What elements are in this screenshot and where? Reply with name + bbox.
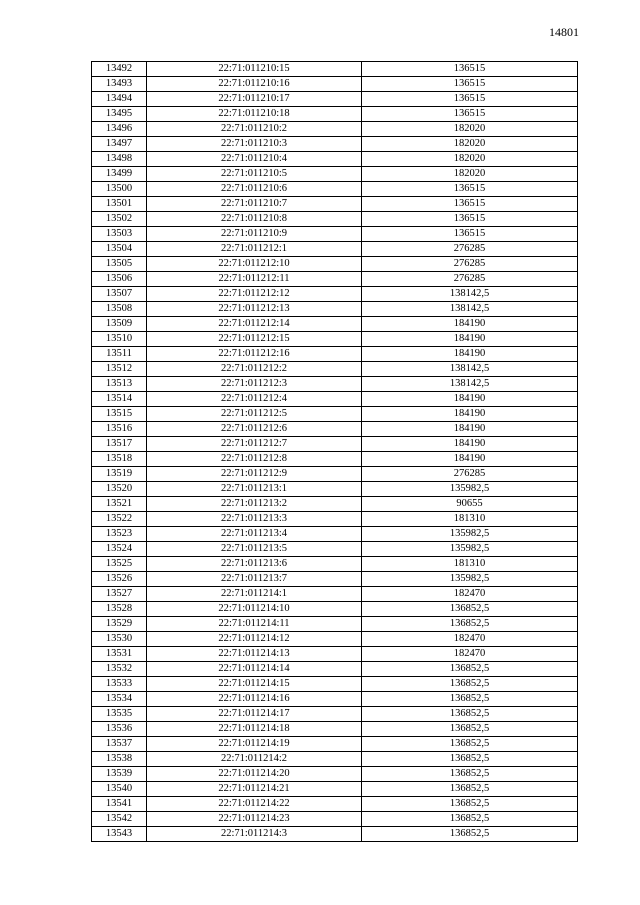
table-row bbox=[92, 542, 578, 557]
value-cell: 184190 bbox=[362, 422, 578, 437]
cadastral-number-cell: 22:71:011210:15 bbox=[147, 62, 362, 77]
cadastral-number-cell: 22:71:011214:15 bbox=[147, 677, 362, 692]
cadastral-number-cell: 22:71:011212:9 bbox=[147, 467, 362, 482]
value-cell: 136515 bbox=[362, 92, 578, 107]
cadastral-number-cell: 22:71:011214:13 bbox=[147, 647, 362, 662]
row-number-cell: 13536 bbox=[92, 722, 147, 737]
row-number-cell: 13523 bbox=[92, 527, 147, 542]
row-number-cell: 13533 bbox=[92, 677, 147, 692]
row-number-cell: 13506 bbox=[92, 272, 147, 287]
cadastral-number-cell: 22:71:011213:3 bbox=[147, 512, 362, 527]
table-body bbox=[92, 62, 578, 842]
cadastral-number-cell: 22:71:011210:9 bbox=[147, 227, 362, 242]
row-number-cell: 13529 bbox=[92, 617, 147, 632]
row-number-cell: 13527 bbox=[92, 587, 147, 602]
row-number-cell: 13538 bbox=[92, 752, 147, 767]
table-row bbox=[92, 377, 578, 392]
row-number-cell: 13521 bbox=[92, 497, 147, 512]
row-number-cell: 13507 bbox=[92, 287, 147, 302]
row-number-cell: 13531 bbox=[92, 647, 147, 662]
data-table bbox=[91, 61, 578, 842]
row-number-cell: 13541 bbox=[92, 797, 147, 812]
table-row bbox=[92, 407, 578, 422]
value-cell: 184190 bbox=[362, 452, 578, 467]
table-row bbox=[92, 152, 578, 167]
table-row bbox=[92, 272, 578, 287]
cadastral-number-cell: 22:71:011212:11 bbox=[147, 272, 362, 287]
row-number-cell: 13505 bbox=[92, 257, 147, 272]
table-row bbox=[92, 317, 578, 332]
table-row bbox=[92, 257, 578, 272]
row-number-cell: 13510 bbox=[92, 332, 147, 347]
table-row bbox=[92, 752, 578, 767]
value-cell: 136515 bbox=[362, 77, 578, 92]
cadastral-number-cell: 22:71:011213:7 bbox=[147, 572, 362, 587]
table-row bbox=[92, 212, 578, 227]
value-cell: 90655 bbox=[362, 497, 578, 512]
value-cell: 136515 bbox=[362, 182, 578, 197]
table-row bbox=[92, 77, 578, 92]
table-row bbox=[92, 347, 578, 362]
table-row bbox=[92, 437, 578, 452]
cadastral-number-cell: 22:71:011212:12 bbox=[147, 287, 362, 302]
cadastral-number-cell: 22:71:011214:16 bbox=[147, 692, 362, 707]
cadastral-number-cell: 22:71:011210:4 bbox=[147, 152, 362, 167]
row-number-cell: 13493 bbox=[92, 77, 147, 92]
row-number-cell: 13501 bbox=[92, 197, 147, 212]
row-number-cell: 13514 bbox=[92, 392, 147, 407]
cadastral-number-cell: 22:71:011214:20 bbox=[147, 767, 362, 782]
cadastral-number-cell: 22:71:011212:6 bbox=[147, 422, 362, 437]
value-cell: 135982,5 bbox=[362, 527, 578, 542]
row-number-cell: 13499 bbox=[92, 167, 147, 182]
row-number-cell: 13530 bbox=[92, 632, 147, 647]
table-row bbox=[92, 182, 578, 197]
cadastral-number-cell: 22:71:011214:11 bbox=[147, 617, 362, 632]
cadastral-number-cell: 22:71:011214:23 bbox=[147, 812, 362, 827]
cadastral-number-cell: 22:71:011212:10 bbox=[147, 257, 362, 272]
value-cell: 276285 bbox=[362, 242, 578, 257]
row-number-cell: 13513 bbox=[92, 377, 147, 392]
value-cell: 136852,5 bbox=[362, 602, 578, 617]
value-cell: 182470 bbox=[362, 632, 578, 647]
table-row bbox=[92, 827, 578, 842]
table-row bbox=[92, 707, 578, 722]
value-cell: 135982,5 bbox=[362, 572, 578, 587]
cadastral-number-cell: 22:71:011214:14 bbox=[147, 662, 362, 677]
table-row bbox=[92, 482, 578, 497]
table-row bbox=[92, 242, 578, 257]
row-number-cell: 13518 bbox=[92, 452, 147, 467]
value-cell: 136852,5 bbox=[362, 617, 578, 632]
cadastral-number-cell: 22:71:011212:16 bbox=[147, 347, 362, 362]
table-row bbox=[92, 422, 578, 437]
value-cell: 138142,5 bbox=[362, 287, 578, 302]
cadastral-number-cell: 22:71:011214:10 bbox=[147, 602, 362, 617]
row-number-cell: 13500 bbox=[92, 182, 147, 197]
row-number-cell: 13496 bbox=[92, 122, 147, 137]
cadastral-number-cell: 22:71:011214:22 bbox=[147, 797, 362, 812]
value-cell: 182470 bbox=[362, 587, 578, 602]
table-row bbox=[92, 62, 578, 77]
value-cell: 136852,5 bbox=[362, 677, 578, 692]
value-cell: 182020 bbox=[362, 122, 578, 137]
row-number-cell: 13504 bbox=[92, 242, 147, 257]
value-cell: 181310 bbox=[362, 557, 578, 572]
row-number-cell: 13524 bbox=[92, 542, 147, 557]
cadastral-number-cell: 22:71:011213:1 bbox=[147, 482, 362, 497]
value-cell: 138142,5 bbox=[362, 302, 578, 317]
value-cell: 184190 bbox=[362, 332, 578, 347]
row-number-cell: 13539 bbox=[92, 767, 147, 782]
row-number-cell: 13492 bbox=[92, 62, 147, 77]
table-row bbox=[92, 227, 578, 242]
value-cell: 184190 bbox=[362, 407, 578, 422]
table-row bbox=[92, 797, 578, 812]
table-row bbox=[92, 362, 578, 377]
table-row bbox=[92, 287, 578, 302]
value-cell: 138142,5 bbox=[362, 362, 578, 377]
table-row bbox=[92, 782, 578, 797]
cadastral-number-cell: 22:71:011210:6 bbox=[147, 182, 362, 197]
cadastral-number-cell: 22:71:011212:15 bbox=[147, 332, 362, 347]
cadastral-number-cell: 22:71:011212:14 bbox=[147, 317, 362, 332]
row-number-cell: 13526 bbox=[92, 572, 147, 587]
row-number-cell: 13543 bbox=[92, 827, 147, 842]
cadastral-number-cell: 22:71:011210:18 bbox=[147, 107, 362, 122]
table-row bbox=[92, 662, 578, 677]
table-row bbox=[92, 737, 578, 752]
value-cell: 136515 bbox=[362, 62, 578, 77]
table-row bbox=[92, 572, 578, 587]
value-cell: 136852,5 bbox=[362, 767, 578, 782]
table-row bbox=[92, 392, 578, 407]
row-number-cell: 13528 bbox=[92, 602, 147, 617]
cadastral-number-cell: 22:71:011214:3 bbox=[147, 827, 362, 842]
cadastral-number-cell: 22:71:011210:2 bbox=[147, 122, 362, 137]
table-row bbox=[92, 92, 578, 107]
value-cell: 184190 bbox=[362, 317, 578, 332]
table-row bbox=[92, 137, 578, 152]
cadastral-number-cell: 22:71:011214:17 bbox=[147, 707, 362, 722]
value-cell: 184190 bbox=[362, 392, 578, 407]
table-row bbox=[92, 452, 578, 467]
row-number-cell: 13512 bbox=[92, 362, 147, 377]
table-row bbox=[92, 602, 578, 617]
value-cell: 136515 bbox=[362, 227, 578, 242]
row-number-cell: 13516 bbox=[92, 422, 147, 437]
cadastral-number-cell: 22:71:011213:6 bbox=[147, 557, 362, 572]
value-cell: 136852,5 bbox=[362, 692, 578, 707]
row-number-cell: 13515 bbox=[92, 407, 147, 422]
cadastral-number-cell: 22:71:011214:19 bbox=[147, 737, 362, 752]
cadastral-number-cell: 22:71:011214:18 bbox=[147, 722, 362, 737]
table-row bbox=[92, 527, 578, 542]
table-row bbox=[92, 812, 578, 827]
row-number-cell: 13537 bbox=[92, 737, 147, 752]
value-cell: 181310 bbox=[362, 512, 578, 527]
table-row bbox=[92, 467, 578, 482]
value-cell: 135982,5 bbox=[362, 482, 578, 497]
cadastral-number-cell: 22:71:011210:7 bbox=[147, 197, 362, 212]
row-number-cell: 13542 bbox=[92, 812, 147, 827]
cadastral-number-cell: 22:71:011213:4 bbox=[147, 527, 362, 542]
table-row bbox=[92, 197, 578, 212]
cadastral-number-cell: 22:71:011210:17 bbox=[147, 92, 362, 107]
cadastral-number-cell: 22:71:011212:2 bbox=[147, 362, 362, 377]
table-row bbox=[92, 587, 578, 602]
row-number-cell: 13502 bbox=[92, 212, 147, 227]
value-cell: 136852,5 bbox=[362, 752, 578, 767]
value-cell: 136515 bbox=[362, 107, 578, 122]
row-number-cell: 13495 bbox=[92, 107, 147, 122]
row-number-cell: 13535 bbox=[92, 707, 147, 722]
value-cell: 276285 bbox=[362, 272, 578, 287]
table-row bbox=[92, 302, 578, 317]
row-number-cell: 13494 bbox=[92, 92, 147, 107]
row-number-cell: 13520 bbox=[92, 482, 147, 497]
row-number-cell: 13532 bbox=[92, 662, 147, 677]
row-number-cell: 13511 bbox=[92, 347, 147, 362]
table-row bbox=[92, 332, 578, 347]
cadastral-number-cell: 22:71:011214:2 bbox=[147, 752, 362, 767]
cadastral-number-cell: 22:71:011212:3 bbox=[147, 377, 362, 392]
row-number-cell: 13519 bbox=[92, 467, 147, 482]
value-cell: 184190 bbox=[362, 347, 578, 362]
cadastral-number-cell: 22:71:011212:4 bbox=[147, 392, 362, 407]
value-cell: 136852,5 bbox=[362, 797, 578, 812]
page-number: 14801 bbox=[549, 25, 579, 39]
value-cell: 182020 bbox=[362, 152, 578, 167]
value-cell: 182020 bbox=[362, 137, 578, 152]
cadastral-number-cell: 22:71:011212:7 bbox=[147, 437, 362, 452]
value-cell: 182470 bbox=[362, 647, 578, 662]
cadastral-number-cell: 22:71:011213:5 bbox=[147, 542, 362, 557]
value-cell: 136852,5 bbox=[362, 722, 578, 737]
value-cell: 182020 bbox=[362, 167, 578, 182]
row-number-cell: 13534 bbox=[92, 692, 147, 707]
row-number-cell: 13498 bbox=[92, 152, 147, 167]
cadastral-number-cell: 22:71:011212:1 bbox=[147, 242, 362, 257]
value-cell: 276285 bbox=[362, 257, 578, 272]
cadastral-number-cell: 22:71:011214:12 bbox=[147, 632, 362, 647]
cadastral-number-cell: 22:71:011214:21 bbox=[147, 782, 362, 797]
value-cell: 184190 bbox=[362, 437, 578, 452]
table-row bbox=[92, 497, 578, 512]
table-row bbox=[92, 692, 578, 707]
value-cell: 136852,5 bbox=[362, 662, 578, 677]
cadastral-number-cell: 22:71:011210:16 bbox=[147, 77, 362, 92]
row-number-cell: 13517 bbox=[92, 437, 147, 452]
value-cell: 136515 bbox=[362, 197, 578, 212]
row-number-cell: 13522 bbox=[92, 512, 147, 527]
value-cell: 135982,5 bbox=[362, 542, 578, 557]
cadastral-number-cell: 22:71:011210:8 bbox=[147, 212, 362, 227]
value-cell: 136852,5 bbox=[362, 782, 578, 797]
table-row bbox=[92, 122, 578, 137]
table-row bbox=[92, 512, 578, 527]
row-number-cell: 13503 bbox=[92, 227, 147, 242]
cadastral-number-cell: 22:71:011212:13 bbox=[147, 302, 362, 317]
table-row bbox=[92, 167, 578, 182]
table-row bbox=[92, 617, 578, 632]
cadastral-number-cell: 22:71:011214:1 bbox=[147, 587, 362, 602]
row-number-cell: 13540 bbox=[92, 782, 147, 797]
row-number-cell: 13525 bbox=[92, 557, 147, 572]
table-row bbox=[92, 677, 578, 692]
value-cell: 136852,5 bbox=[362, 827, 578, 842]
table-row bbox=[92, 107, 578, 122]
row-number-cell: 13509 bbox=[92, 317, 147, 332]
cadastral-number-cell: 22:71:011213:2 bbox=[147, 497, 362, 512]
table-row bbox=[92, 632, 578, 647]
cadastral-number-cell: 22:71:011212:5 bbox=[147, 407, 362, 422]
value-cell: 136852,5 bbox=[362, 737, 578, 752]
row-number-cell: 13497 bbox=[92, 137, 147, 152]
value-cell: 136852,5 bbox=[362, 707, 578, 722]
cadastral-number-cell: 22:71:011210:3 bbox=[147, 137, 362, 152]
cadastral-number-cell: 22:71:011212:8 bbox=[147, 452, 362, 467]
table-row bbox=[92, 647, 578, 662]
table-row bbox=[92, 557, 578, 572]
value-cell: 136852,5 bbox=[362, 812, 578, 827]
table-row bbox=[92, 767, 578, 782]
value-cell: 276285 bbox=[362, 467, 578, 482]
cadastral-number-cell: 22:71:011210:5 bbox=[147, 167, 362, 182]
row-number-cell: 13508 bbox=[92, 302, 147, 317]
value-cell: 138142,5 bbox=[362, 377, 578, 392]
value-cell: 136515 bbox=[362, 212, 578, 227]
table-row bbox=[92, 722, 578, 737]
